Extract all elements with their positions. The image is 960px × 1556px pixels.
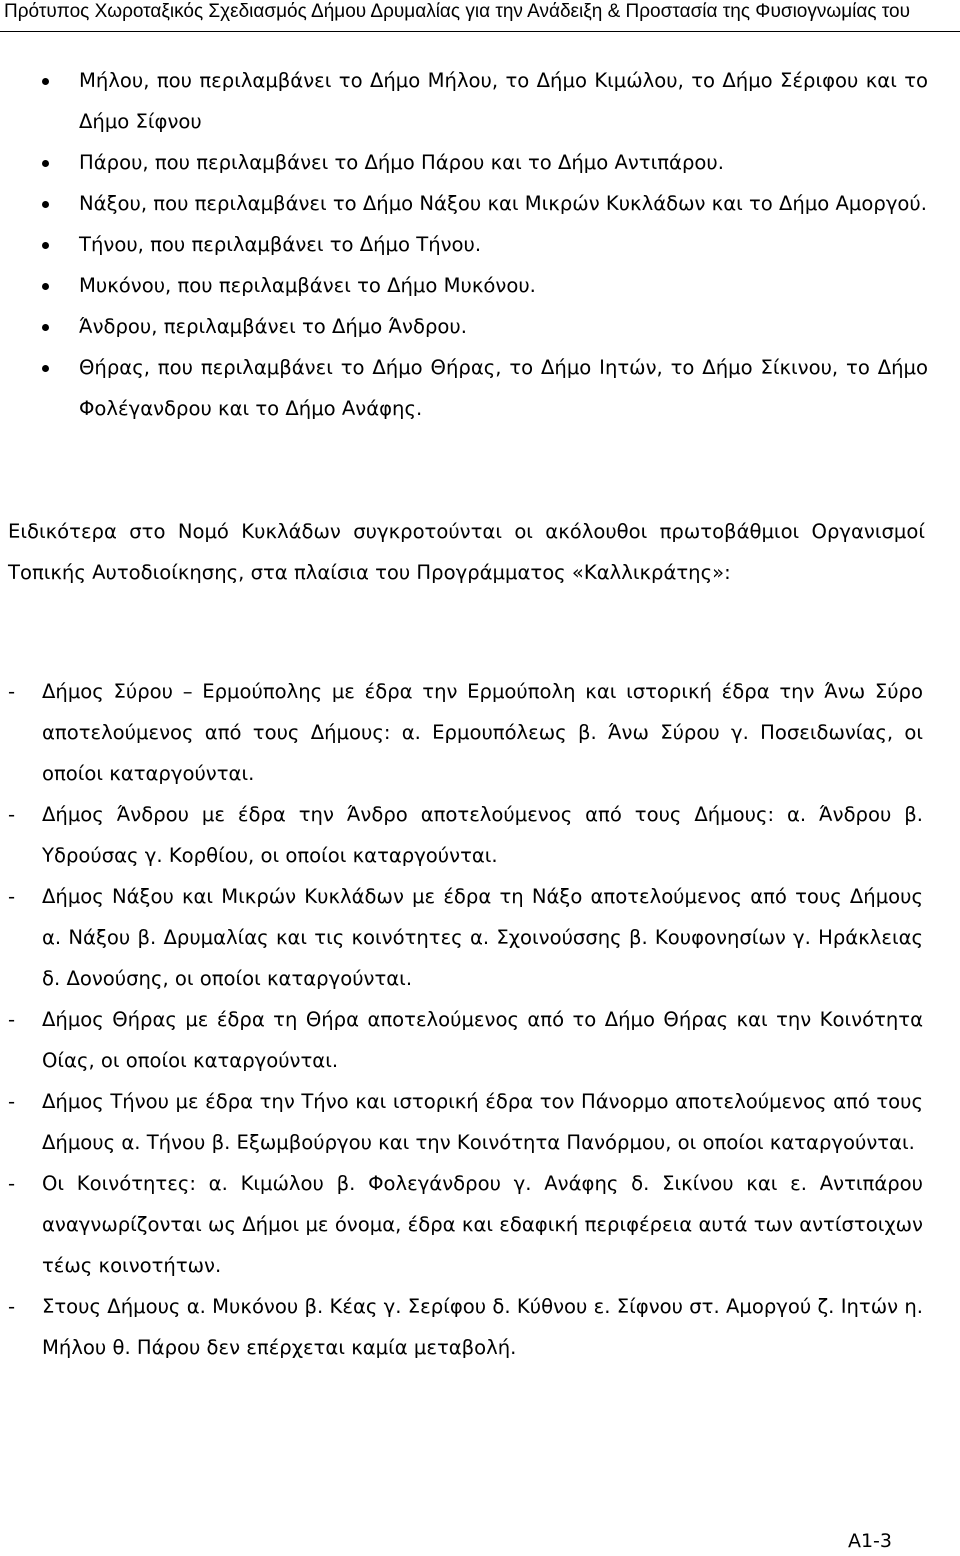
dash-marker: -: [8, 1008, 16, 1031]
dash-text: Δήμος Τήνου με έδρα την Τήνο και ιστορική έδρα τον Πάνορμο αποτελούμενος από τους Δήμους α. Τήνου β. Εξωμβούργου και την Κοινότητα Πανόρμου, οι οποίοι καταργούνται.: [42, 1090, 923, 1154]
intro-paragraph: Ειδικότερα στο Νομό Κυκλάδων συγκροτούνται οι ακόλουθοι πρωτοβάθμιοι Οργανισμοί Τοπικής Αυτοδιοίκησης, στα πλαίσια του Προγράμματος «Καλλικράτης»:: [8, 520, 925, 584]
bullet-text: Θήρας, που περιλαμβάνει το Δήμο Θήρας, το Δήμο Ιητών, το Δήμο Σίκινου, το Δήμο Φολέγανδρου και το Δήμο Ανάφης.: [79, 356, 928, 420]
dash-item: [0, 1286, 960, 1368]
dash-item: [0, 876, 960, 999]
header-rule: [0, 31, 960, 32]
dash-item: [0, 671, 960, 794]
bullet-item: [0, 224, 960, 265]
dash-item: [0, 794, 960, 876]
bullet-list: [0, 60, 960, 429]
bullet-item: [0, 265, 960, 306]
bullet-text: Τήνου, που περιλαμβάνει το Δήμο Τήνου.: [79, 233, 482, 256]
dash-text: Δήμος Νάξου και Μικρών Κυκλάδων με έδρα τη Νάξο αποτελούμενος από τους Δήμους α. Νάξου β. Δρυμαλίας και τις κοινότητες α. Σχοινούσσης β. Κουφονησίων γ. Ηράκλειας δ. Δονούσης, οι οποίοι καταργούνται.: [42, 885, 923, 990]
page-header: [0, 0, 960, 34]
dash-text: Δήμος Θήρας με έδρα τη Θήρα αποτελούμενος από το Δήμο Θήρας και την Κοινότητα Οίας, οι οποίοι καταργούνται.: [42, 1008, 923, 1072]
bullet-item: [0, 142, 960, 183]
dash-marker: -: [8, 680, 16, 703]
bullet-text: Πάρου, που περιλαμβάνει το Δήμο Πάρου και το Δήμο Αντιπάρου.: [79, 151, 724, 174]
dash-text: Δήμος Σύρου – Ερμούπολης με έδρα την Ερμούπολη και ιστορική έδρα την Άνω Σύρο αποτελούμενος από τους Δήμους: α. Ερμουπόλεως β. Άνω Σύρου γ. Ποσειδωνίας, οι οποίοι καταργούνται.: [42, 680, 923, 785]
bullet-item: [0, 347, 960, 429]
bullet-text: Άνδρου, περιλαμβάνει το Δήμο Άνδρου.: [79, 315, 467, 338]
header-title: Πρότυπος Χωροταξικός Σχεδιασμός Δήμου Δρυμαλίας για την Ανάδειξη & Προστασία της Φυσιογνωμίας του: [4, 1, 910, 22]
bullet-icon: [42, 283, 49, 290]
dash-list: [0, 671, 960, 1368]
dash-item: [0, 1081, 960, 1163]
bullet-text: Μυκόνου, που περιλαμβάνει το Δήμο Μυκόνου.: [79, 274, 536, 297]
bullet-icon: [42, 160, 49, 167]
dash-marker: -: [8, 885, 16, 908]
bullet-icon: [42, 242, 49, 249]
dash-marker: -: [8, 803, 16, 826]
bullet-item: [0, 306, 960, 347]
bullet-icon: [42, 324, 49, 331]
page-number: Α1-3: [847, 1530, 892, 1552]
bullet-item: [0, 60, 960, 142]
dash-item: [0, 999, 960, 1081]
bullet-item: [0, 183, 960, 224]
bullet-text: Μήλου, που περιλαμβάνει το Δήμο Μήλου, το Δήμο Κιμώλου, το Δήμο Σέριφου και το Δήμο Σίφνου: [79, 69, 928, 133]
bullet-icon: [42, 78, 49, 85]
bullet-icon: [42, 201, 49, 208]
dash-marker: -: [8, 1295, 16, 1318]
dash-marker: -: [8, 1172, 16, 1195]
dash-item: [0, 1163, 960, 1286]
dash-text: Δήμος Άνδρου με έδρα την Άνδρο αποτελούμενος από τους Δήμους: α. Άνδρου β. Υδρούσας γ. Κορθίου, οι οποίοι καταργούνται.: [42, 803, 923, 867]
bullet-text: Νάξου, που περιλαμβάνει το Δήμο Νάξου και Μικρών Κυκλάδων και το Δήμο Αμοργού.: [79, 192, 927, 215]
dash-text: Στους Δήμους α. Μυκόνου β. Κέας γ. Σερίφου δ. Κύθνου ε. Σίφνου στ. Αμοργού ζ. Ιητών η. Μήλου θ. Πάρου δεν επέρχεται καμία μεταβολή.: [42, 1295, 923, 1359]
dash-marker: -: [8, 1090, 16, 1113]
bullet-icon: [42, 365, 49, 372]
dash-text: Οι Κοινότητες: α. Κιμώλου β. Φολεγάνδρου γ. Ανάφης δ. Σικίνου και ε. Αντιπάρου αναγνωρίζονται ως Δήμοι με όνομα, έδρα και εδαφική περιφέρεια αυτά των αντίστοιχων τέως κοινοτήτων.: [42, 1172, 923, 1277]
